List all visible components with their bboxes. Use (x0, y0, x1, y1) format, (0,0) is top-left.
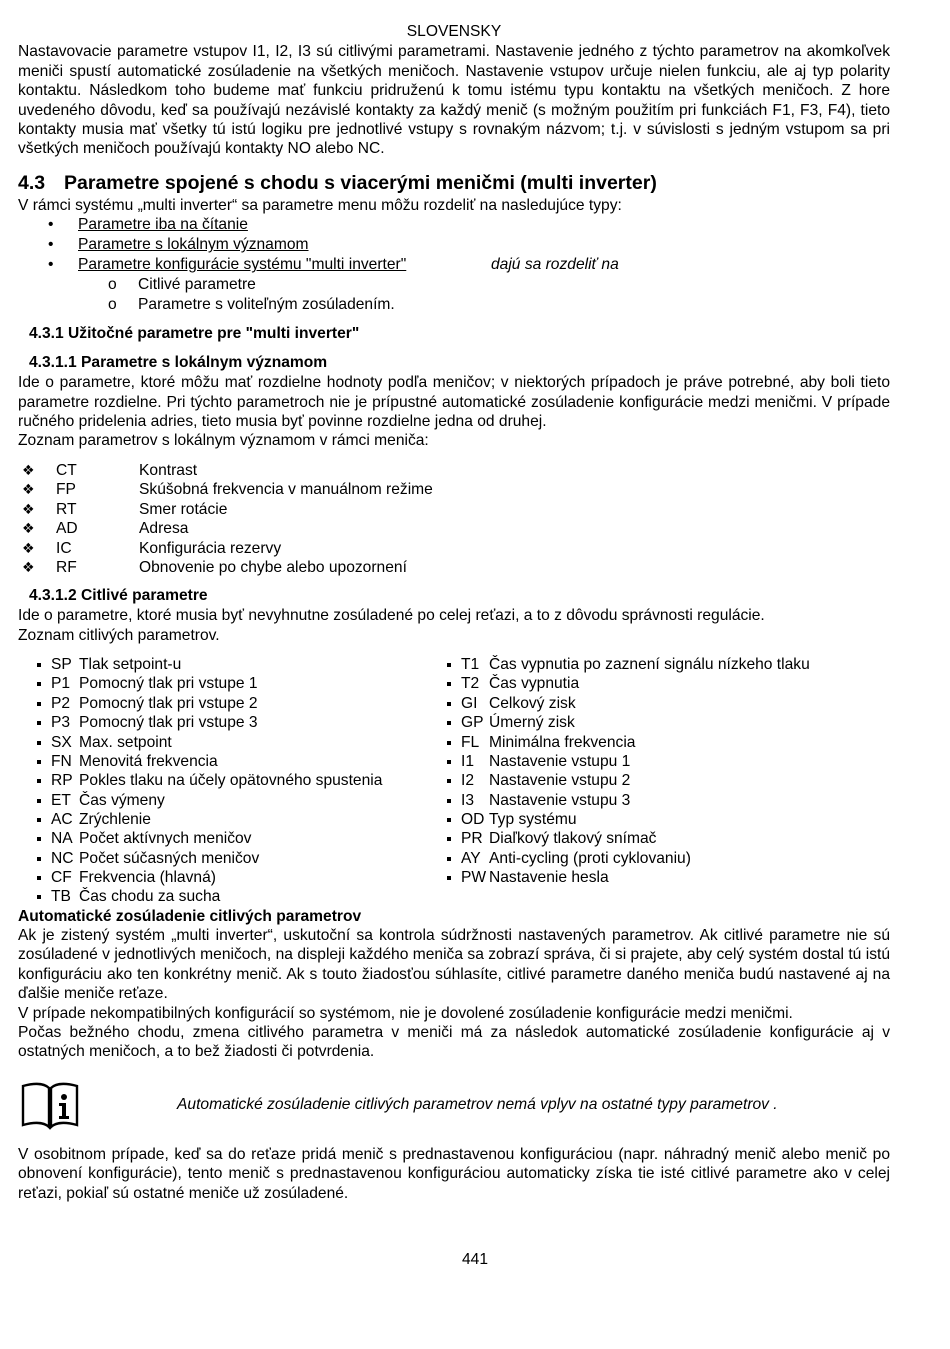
list-item: PW Nastavenie hesla (428, 868, 868, 887)
list-item: AC Zrýchlenie (18, 810, 428, 829)
list-item (18, 255, 890, 275)
sensitive-params-text: Ide o parametre, ktoré musia byť nevyhnutne zosúladené po celej reťazi, a to z dôvodu správnosti regulácie. (18, 607, 765, 625)
list-item: FL Minimálna frekvencia (428, 733, 868, 752)
diamond-bullet-icon: ❖ (22, 520, 35, 537)
list-item: GI Celkový zisk (428, 694, 868, 713)
list-item: OD Typ systému (428, 810, 868, 829)
diamond-bullet-icon: ❖ (22, 500, 35, 517)
list-item: NA Počet aktívnych meničov (18, 829, 428, 848)
list-item: I2 Nastavenie vstupu 2 (428, 771, 868, 790)
list-item: NC Počet súčasných meničov (18, 849, 428, 868)
sensitive-params-list-right (428, 655, 868, 887)
sensitive-params-list-left (18, 655, 428, 906)
document-page (18, 22, 890, 1203)
list-item: GP Úmerný zisk (428, 713, 868, 732)
list-item: ❖ CT Kontrast (18, 461, 890, 480)
list-item: P1 Pomocný tlak pri vstupe 1 (18, 674, 428, 693)
list-item: T1 Čas vypnutia po zaznení signálu nízkeho tlaku (428, 655, 868, 674)
list-item: PR Diaľkový tlakový snímač (428, 829, 868, 848)
list-item: ❖ RF Obnovenie po chybe alebo upozornení (18, 558, 890, 577)
page-number: 441 (461, 1251, 489, 1268)
list-item: RP Pokles tlaku na účely opätovného spustenia (18, 771, 428, 790)
subsection-heading-431: 4.3.1 Užitočné parametre pre "multi inverter" (29, 325, 360, 343)
parameter-types-list (18, 215, 890, 275)
info-note (18, 1077, 890, 1133)
type-local: Parametre s lokálnym významom (78, 236, 309, 254)
list-item (18, 215, 890, 235)
section-heading (18, 172, 890, 194)
local-params-list (18, 461, 890, 577)
local-params-list-title: Zoznam parametrov s lokálnym významom v rámci meniča: (18, 432, 429, 450)
local-params-text: Ide o parametre, ktoré môžu mať rozdielne hodnoty podľa meničov; v niektorých prípadoch je práve potrebné, aby boli tieto parametre rozdielne. Pri týchto parametroch nie je prípustné automatické zosúladenie konfigurácie medzi meničmi. V prípade ručného pridelenia adries, tieto musia byť povinne rozdielne jedna od druhej. (18, 374, 890, 431)
intro-paragraph: Nastavovacie parametre vstupov I1, I2, I3 sú citlivými parametrami. Nastavenie jedného z týchto parametrov na akomkoľvek meniči spustí automatické zosúladenie na všetkých meničoch. Nastavenie vstupov určuje nielen funkciu, ale aj typ polarity kontaktu. Následkom toho budeme mať funkciu pridruženú k tomu istému typu kontaktu na všetkých meničoch. Z hore uvedeného dôvodu, keď sa používajú nezávislé kontakty za každý menič (s možným použitím pri funkciách F1, F3, F4), tieto kontakty musia mať všetky tú istú logiku pre jednotlivé vstupy s rovnakým názvom; t.j. v súvislosti s jedným vstupom sa pri všetkých meničoch používajú kontakty NO alebo NC. (18, 43, 890, 158)
list-item: ❖ AD Adresa (18, 519, 890, 538)
auto-sync-heading: Automatické zosúladenie citlivých parametrov (18, 907, 362, 925)
sensitive-params-columns (18, 655, 890, 906)
list-item: ❖ FP Skúšobná frekvencia v manuálnom režime (18, 480, 890, 499)
list-item: AY Anti-cycling (proti cyklovaniu) (428, 849, 868, 868)
section-number: 4.3 (18, 171, 46, 194)
diamond-bullet-icon: ❖ (22, 481, 35, 498)
list-item: FN Menovitá frekvencia (18, 752, 428, 771)
auto-sync-paragraph-4: V osobitnom prípade, keď sa do reťaze pridá menič s prednastavenou konfiguráciou (napr. náhradný menič alebo menič po obnovení konfigurácie), tento menič s prednastavenou konfiguráciou automaticky získa tie isté citlivé parametre ako v celej reťazi, pokiaľ sú ostatné meniče už zosúladené. (18, 1145, 890, 1202)
list-item: ❖ IC Konfigurácia rezervy (18, 539, 890, 558)
diamond-bullet-icon: ❖ (22, 461, 35, 478)
subsection-heading-4312: 4.3.1.2 Citlivé parametre (29, 587, 208, 605)
list-item: I3 Nastavenie vstupu 3 (428, 791, 868, 810)
list-item: ❖ RT Smer rotácie (18, 500, 890, 519)
info-book-icon (20, 1080, 80, 1130)
section-lead: V rámci systému „multi inverter“ sa parametre menu môžu rozdeliť na nasledujúce typy: (18, 196, 622, 214)
list-item: SX Max. setpoint (18, 733, 428, 752)
diamond-bullet-icon: ❖ (22, 539, 35, 556)
list-item: T2 Čas vypnutia (428, 674, 868, 693)
sensitive-params-right-column (428, 655, 868, 906)
list-item (18, 235, 890, 255)
types-aside: dajú sa rozdeliť na (491, 256, 619, 274)
type-config: Parametre konfigurácie systému "multi inverter" (78, 256, 407, 274)
list-item: o Citlivé parametre (18, 275, 890, 295)
type-readonly: Parametre iba na čítanie (78, 216, 248, 234)
diamond-bullet-icon: ❖ (22, 558, 35, 575)
subsection-heading-4311: 4.3.1.1 Parametre s lokálnym významom (29, 354, 328, 372)
list-item: P3 Pomocný tlak pri vstupe 3 (18, 713, 428, 732)
parameter-subtypes-list (18, 275, 890, 315)
auto-sync-paragraph-2: V prípade nekompatibilných konfigurácií so systémom, nie je dovolené zosúladenie konfigurácie medzi meničmi. (18, 1004, 793, 1022)
list-item: SP Tlak setpoint-u (18, 655, 428, 674)
info-note-text: Automatické zosúladenie citlivých parametrov nemá vplyv na ostatné typy parametrov . (177, 1096, 778, 1114)
list-item: CF Frekvencia (hlavná) (18, 868, 428, 887)
list-item: o Parametre s voliteľným zosúladením. (18, 295, 890, 315)
auto-sync-paragraph-1: Ak je zistený systém „multi inverter“, uskutoční sa kontrola súdržnosti nastavených parametrov. Ak citlivé parametre nie sú zosúladené v jednotlivých meničoch, na displeji každého meniča sa zobrazí správa, či si prajete, aby celý systém dostal tú istú konfiguráciu ako ten konkrétny menič. Ak s touto žiadosťou súhlasíte, citlivé parametre daného meniča budú nastavené aj na ďalšie meniče reťaze. (18, 927, 890, 1003)
list-item: ET Čas výmeny (18, 791, 428, 810)
section-title: Parametre spojené s chodu s viacerými meničmi (multi inverter) (64, 171, 657, 194)
sensitive-params-left-column (18, 655, 428, 906)
auto-sync-paragraph-3: Počas bežného chodu, zmena citlivého parametra v meniči má za následok automatické zosúladenie konfigurácie aj v ostatných meničoch, a to bež žiadosti či potvrdenia. (18, 1024, 890, 1061)
list-item: I1 Nastavenie vstupu 1 (428, 752, 868, 771)
list-item: P2 Pomocný tlak pri vstupe 2 (18, 694, 428, 713)
sensitive-params-list-title: Zoznam citlivých parametrov. (18, 626, 220, 644)
language-header: SLOVENSKY (406, 23, 502, 40)
list-item: TB Čas chodu za sucha (18, 887, 428, 906)
